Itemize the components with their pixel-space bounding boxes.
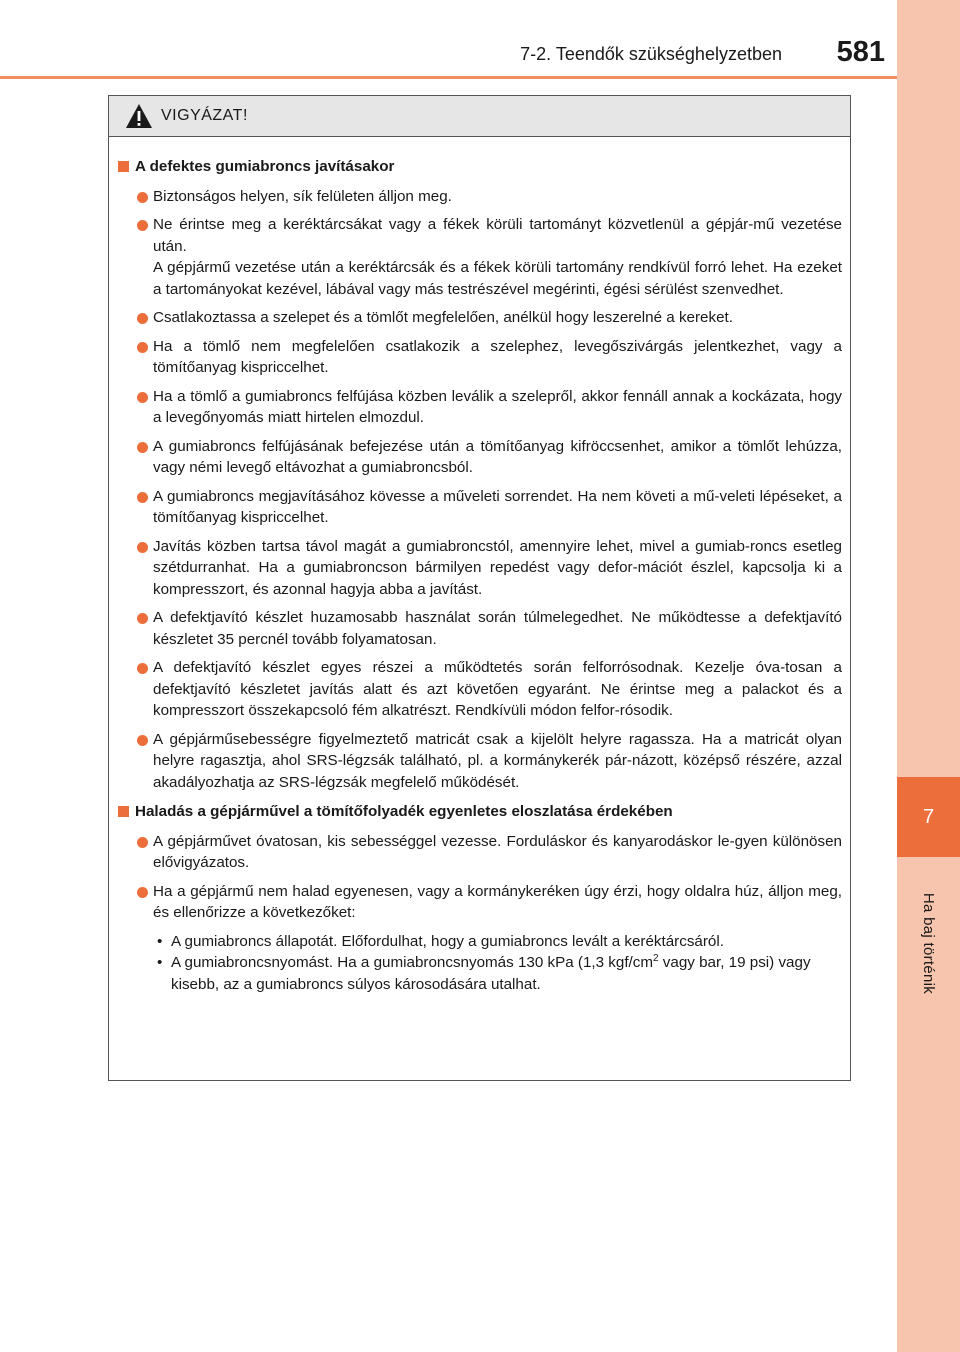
chapter-title-vertical — [897, 868, 960, 1018]
round-bullet-icon — [137, 887, 148, 898]
list-item — [109, 436, 850, 479]
warning-content — [109, 148, 850, 995]
sub-bullet-item — [109, 931, 850, 953]
list-item — [109, 536, 850, 601]
list-item — [109, 729, 850, 794]
round-bullet-icon — [137, 542, 148, 553]
round-bullet-icon — [137, 220, 148, 231]
list-item — [109, 307, 850, 329]
chapter-number-tab — [897, 777, 960, 857]
item-text: A gépjárművet óvatosan, kis sebességgel vezesse. Forduláskor és kanyarodáskor le-gyen különösen elővigyázatos. — [153, 832, 842, 871]
superscript: 2 — [653, 952, 659, 964]
list-item — [109, 214, 850, 300]
section-title: 7-2. Teendők szükséghelyzetben — [520, 44, 782, 64]
round-bullet-icon — [137, 313, 148, 324]
chapter-title: Ha baj történik — [920, 892, 937, 994]
sub-bullet-mark: • — [157, 954, 163, 971]
round-bullet-icon — [137, 837, 148, 848]
square-bullet-icon — [118, 806, 129, 817]
round-bullet-icon — [137, 735, 148, 746]
list-item — [109, 486, 850, 529]
list-item — [109, 831, 850, 874]
chapter-sidebar — [897, 0, 960, 1352]
sub-bullet-text: A gumiabroncs állapotát. Előfordulhat, hogy a gumiabroncs levált a keréktárcsáról. — [171, 932, 724, 950]
warning-triangle-icon — [125, 103, 153, 129]
round-bullet-icon — [137, 492, 148, 503]
item-text: A gépjárműsebességre figyelmeztető matricát csak a kijelölt helyre ragassza. Ha a matricát olyan helyre ragasztja, ahol SRS-légzsák található, pl. a kormánykerék pár-názott, középső részére, azzal akadályozhatja az SRS-légzsák megfelelő működését. — [153, 730, 842, 791]
item-text: Javítás közben tartsa távol magát a gumiabroncstól, amennyire lehet, mivel a gumiab-roncs esetleg szétdurranhat. Ha a gumiabroncson bármilyen repedést vagy defor-mációt észlel, kapcsolja ki a kompresszort, és azonnal hagyja abba a javítást. — [153, 537, 842, 598]
item-text: Csatlakoztassa a szelepet és a tömlőt megfelelően, anélkül hogy leszerelné a kereket. — [153, 309, 733, 326]
round-bullet-icon — [137, 192, 148, 203]
item-text: Biztonságos helyen, sík felületen álljon meg. — [153, 187, 452, 205]
round-bullet-icon — [137, 342, 148, 353]
round-bullet-icon — [137, 663, 148, 674]
section-heading-text: A defektes gumiabroncs javításakor — [135, 158, 395, 175]
sub-bullet-item — [109, 952, 850, 995]
round-bullet-icon — [137, 613, 148, 624]
header-rule — [0, 76, 897, 79]
list-item — [109, 186, 850, 208]
round-bullet-icon — [137, 392, 148, 403]
item-text: A defektjavító készlet huzamosabb használat során túlmelegedhet. Ne működtesse a defektjavító készletet 35 percnél tovább folyamatosan. — [153, 609, 842, 648]
item-text: Ha a gépjármű nem halad egyenesen, vagy a kormánykeréken úgy érzi, hogy oldalra húz, álljon meg, és ellenőrizze a következőket: — [153, 882, 842, 921]
item-text: A gépjármű vezetése után a keréktárcsák és a fékek körüli tartomány rendkívül forró lehet. Ha ezeket a tartományokat kezével, lábával vagy más testrészével megérinti, égési sérülést szenvedhet. — [153, 259, 842, 298]
list-item — [109, 336, 850, 379]
warning-title: VIGYÁZAT! — [161, 107, 248, 124]
page-number: 581 — [836, 36, 885, 68]
item-text: A defektjavító készlet egyes részei a működtetés során felforrósodnak. Kezelje óva-tosan a defektjavító készletet javítás alatt és azt követően egyaránt. Ne érintse meg a palackot és a kompresszort összekapcsoló fém alkatrészt. Rendkívüli módon felfor-rósodik. — [153, 659, 842, 719]
sub-bullet-mark: • — [157, 932, 163, 950]
chapter-number: 7 — [922, 805, 935, 828]
warning-box — [108, 95, 851, 1081]
item-text: Ne érintse meg a keréktárcsákat vagy a fékek körüli tartományt közvetlenül a gépjár-mű vezetése után. — [153, 216, 842, 255]
square-bullet-icon — [118, 161, 129, 172]
list-item — [109, 607, 850, 650]
list-item — [109, 657, 850, 722]
list-item — [109, 386, 850, 429]
warning-header — [109, 96, 850, 137]
sub-bullet-text: A gumiabroncsnyomást. Ha a gumiabroncsnyomás 130 kPa (1,3 kgf/cm — [171, 954, 654, 971]
section-heading — [109, 801, 850, 823]
item-text: Ha a tömlő a gumiabroncs felfújása közben leválik a szelepről, akkor fennáll annak a kockázata, hogy a levegőnyomás miatt hirtelen elmozdul. — [153, 387, 842, 426]
item-text: Ha a tömlő nem megfelelően csatlakozik a szelephez, levegőszivárgás jelentkezhet, vagy a tömítőanyag kispriccelhet. — [153, 337, 842, 376]
item-text: A gumiabroncs megjavításához kövesse a műveleti sorrendet. Ha nem követi a mű-veleti lépéseket, a tömítőanyag kispriccelhet. — [153, 487, 842, 526]
item-text: A gumiabroncs felfújásának befejezése után a tömítőanyag kifröccsenhet, amikor a tömlőt lehúzza, vagy némi levegő eltávozhat a gumiabroncsból. — [153, 437, 842, 476]
section-heading — [109, 156, 850, 178]
round-bullet-icon — [137, 442, 148, 453]
section-heading-text: Haladás a gépjárművel a tömítőfolyadék egyenletes eloszlatása érdekében — [135, 803, 673, 820]
sub-bullet-text: vagy bar, 19 psi) vagy kisebb, az a gumiabroncs súlyos károsodására utalhat. — [171, 954, 811, 993]
list-item — [109, 881, 850, 924]
